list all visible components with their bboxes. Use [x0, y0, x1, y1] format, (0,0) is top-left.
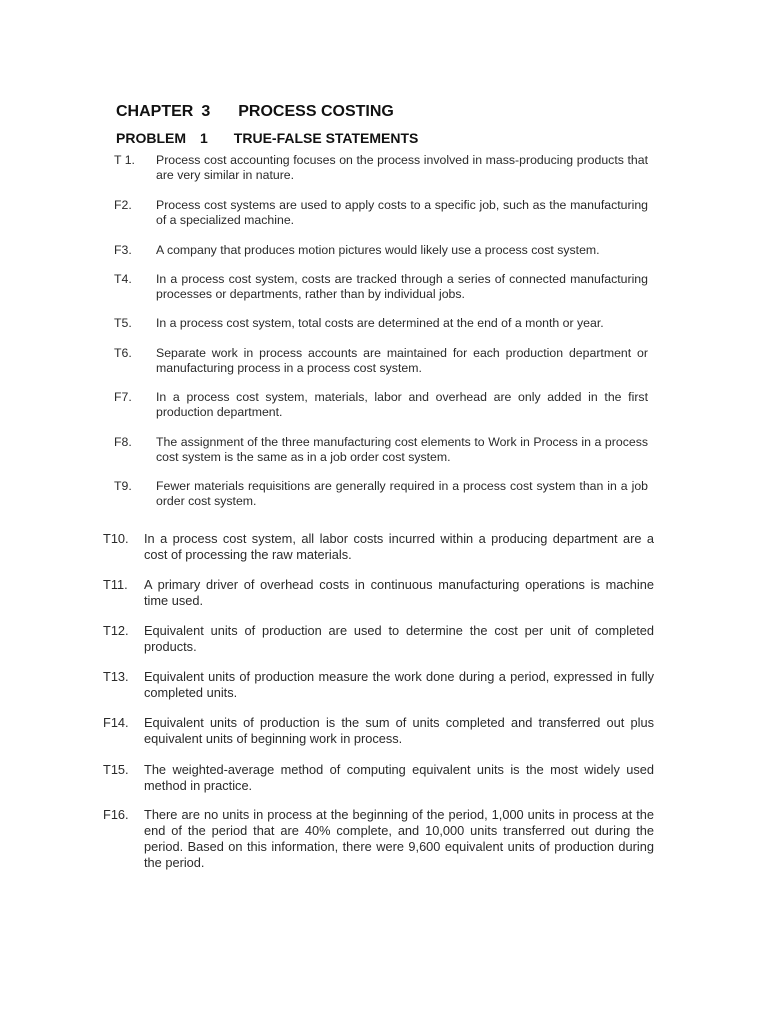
statement-label: F16. — [103, 807, 129, 822]
statement-text: Process cost systems are used to apply costs to a specific job, such as the manufacturing of a specialized machine. — [156, 198, 648, 227]
statement-label: T10. — [103, 531, 129, 546]
statement-text: Equivalent units of production measure the work done during a period, expressed in fully completed units. — [144, 669, 654, 700]
statement-text: Equivalent units of production are used to determine the cost per unit of completed products. — [144, 623, 654, 654]
statement-label: T9. — [114, 479, 132, 493]
statement-text: The assignment of the three manufacturing cost elements to Work in Process in a process cost system is the same as in a job order cost system. — [156, 435, 648, 464]
statement-text: Equivalent units of production is the sum of units completed and transferred out plus equivalent units of beginning work in process. — [144, 715, 654, 746]
statement-label: F3. — [114, 243, 132, 257]
chapter-heading — [116, 103, 394, 121]
statement-label: F2. — [114, 198, 132, 212]
statement-text: In a process cost system, costs are tracked through a series of connected manufacturing processes or departments, rather than by individual jobs. — [156, 272, 648, 301]
statement-text: Fewer materials requisitions are generally required in a process cost system than in a job order cost system. — [156, 479, 648, 508]
statement-label: F7. — [114, 390, 132, 404]
statement-label: T12. — [103, 623, 129, 638]
statement-label: T15. — [103, 762, 129, 777]
statement-text: A primary driver of overhead costs in continuous manufacturing operations is machine time used. — [144, 577, 654, 608]
statement-text: The weighted-average method of computing equivalent units is the most widely used method in practice. — [144, 762, 654, 793]
statement-text: Process cost accounting focuses on the process involved in mass-producing products that are very similar in nature. — [156, 153, 648, 182]
statement-label: T 1. — [114, 153, 135, 167]
statement-text: Separate work in process accounts are maintained for each production department or manufacturing process in a process cost system. — [156, 346, 648, 375]
statement-label: T11. — [103, 577, 128, 592]
chapter-title: PROCESS COSTING — [238, 103, 394, 120]
problem-label: PROBLEM — [116, 130, 186, 146]
statement-label: F14. — [103, 715, 129, 730]
chapter-label: CHAPTER — [116, 103, 194, 120]
statement-text: In a process cost system, materials, labor and overhead are only added in the first production department. — [156, 390, 648, 419]
statement-text: In a process cost system, all labor costs incurred within a producing department are a cost of processing the raw materials. — [144, 531, 654, 562]
problem-number: 1 — [200, 130, 208, 146]
statement-label: T6. — [114, 346, 132, 360]
statement-text: A company that produces motion pictures would likely use a process cost system. — [156, 243, 600, 257]
statement-label: F8. — [114, 435, 132, 449]
problem-title: TRUE-FALSE STATEMENTS — [233, 130, 419, 146]
statement-label: T13. — [103, 669, 129, 684]
statement-text: There are no units in process at the beginning of the period, 1,000 units in process at the end of the period that are 40% complete, and 10,000 units transferred out during the period. Based on this information, there were 9,600 equivalent units of production during the period. — [144, 807, 654, 870]
statement-text: In a process cost system, total costs are determined at the end of a month or year. — [156, 316, 604, 330]
problem-heading — [116, 130, 418, 146]
statement-label: T5. — [114, 316, 132, 330]
chapter-number: 3 — [201, 103, 211, 120]
statement-label: T4. — [114, 272, 132, 286]
